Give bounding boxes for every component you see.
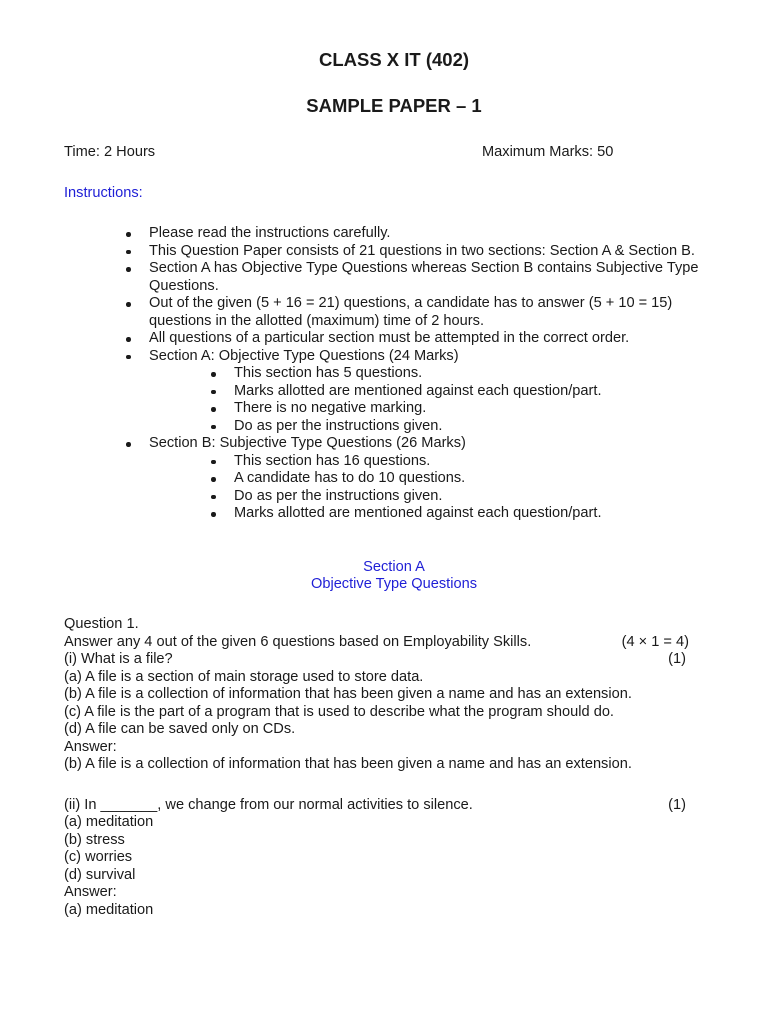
section-b-item: This section has 16 questions. xyxy=(234,453,719,471)
instruction-section-a xyxy=(149,348,719,436)
section-a-label: Section A: Objective Type Questions (24 Marks) xyxy=(149,347,459,364)
section-b-label: Section B: Subjective Type Questions (26 Marks) xyxy=(149,435,466,451)
option: (b) A file is a collection of information that has been given a name and has an extension. xyxy=(64,686,632,702)
option: (c) worries xyxy=(64,849,133,865)
question-prompt: Answer any 4 out of the given 6 questions based on Employability Skills. xyxy=(64,633,532,650)
instructions-heading: Instructions: xyxy=(64,185,143,201)
question-label: Question 1. xyxy=(64,616,139,632)
instruction-item: This Question Paper consists of 21 questions in two sections: Section A & Section B. xyxy=(149,243,719,261)
section-a-subheading: Objective Type Questions xyxy=(310,576,478,592)
section-b-item: A candidate has to do 10 questions. xyxy=(234,470,719,488)
section-a-item: Marks allotted are mentioned against each question/part. xyxy=(234,383,719,401)
option: (a) A file is a section of main storage used to store data. xyxy=(64,668,424,685)
answer: (a) meditation xyxy=(64,901,154,918)
instruction-item: Section A has Objective Type Questions whereas Section B contains Subjective Type Questions. xyxy=(149,260,719,295)
instructions-list xyxy=(149,225,719,523)
question-1 xyxy=(64,616,704,919)
option: (b) stress xyxy=(64,831,125,848)
paper-class-title: CLASS X IT (402) xyxy=(318,49,470,70)
section-a-item: There is no negative marking. xyxy=(234,400,719,418)
section-b-list xyxy=(234,453,719,523)
part-question-line xyxy=(64,651,704,669)
max-marks-label: Maximum Marks: 50 xyxy=(482,144,614,160)
section-a-heading: Section A xyxy=(363,559,425,575)
part-question: (i) What is a file? xyxy=(64,651,173,667)
section-a-item: This section has 5 questions. xyxy=(234,365,719,383)
time-label: Time: 2 Hours xyxy=(64,144,156,160)
answer: (b) A file is a collection of information that has been given a name and has an extension. xyxy=(64,756,632,772)
option: (a) meditation xyxy=(64,814,154,830)
paper-title: SAMPLE PAPER – 1 xyxy=(306,95,482,116)
part-marks: (1) xyxy=(668,651,686,667)
part-question: (ii) In _______, we change from our normal activities to silence. xyxy=(64,796,473,813)
part-marks: (1) xyxy=(668,796,686,813)
question-marks: (4 × 1 = 4) xyxy=(621,633,689,650)
instruction-item: Please read the instructions carefully. xyxy=(149,225,719,243)
section-b-item: Marks allotted are mentioned against each question/part. xyxy=(234,505,719,523)
option: (d) survival xyxy=(64,866,136,883)
answer-label: Answer: xyxy=(64,738,117,755)
instruction-section-b xyxy=(149,435,719,523)
question-prompt-line xyxy=(64,634,704,652)
option: (d) A file can be saved only on CDs. xyxy=(64,721,296,737)
section-a-item: Do as per the instructions given. xyxy=(234,418,719,436)
instruction-item: All questions of a particular section must be attempted in the correct order. xyxy=(149,330,719,348)
part-question-line xyxy=(64,797,704,815)
section-b-item: Do as per the instructions given. xyxy=(234,488,719,506)
instruction-item: Out of the given (5 + 16 = 21) questions, a candidate has to answer (5 + 10 = 15) questions in the allotted (maximum) time of 2 hours. xyxy=(149,295,719,330)
option: (c) A file is the part of a program that is used to describe what the program should do. xyxy=(64,703,614,720)
answer-label: Answer: xyxy=(64,884,117,900)
section-a-list xyxy=(234,365,719,435)
